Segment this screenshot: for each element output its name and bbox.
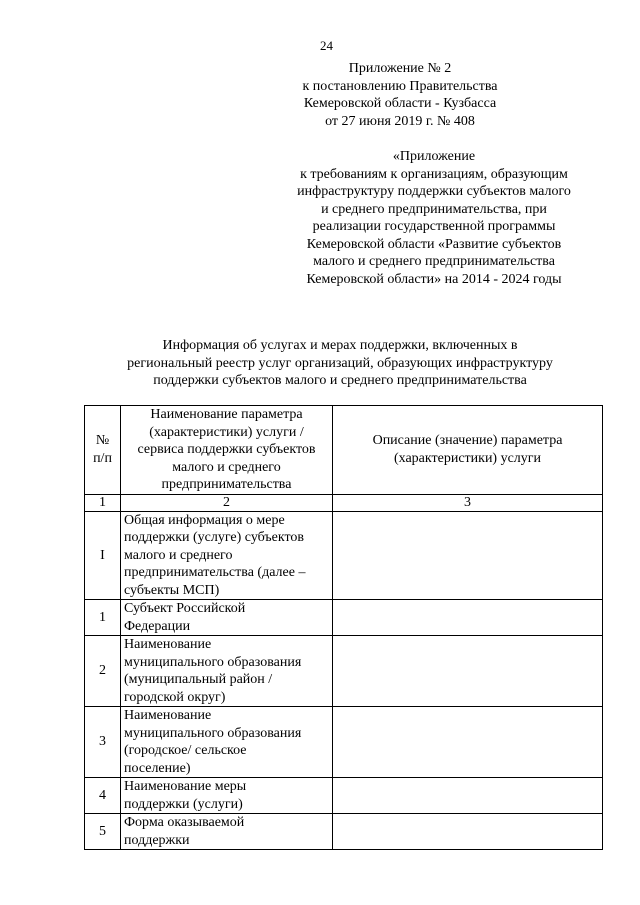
cell-text: предпринимательства (далее – (124, 565, 306, 580)
cell-text: (муниципальный район / (124, 672, 273, 687)
table-row (85, 778, 603, 814)
services-table (84, 405, 603, 850)
cell-text: поселение) (124, 760, 191, 776)
title-line: поддержки субъектов малого и среднего предпринимательства (153, 373, 527, 388)
cell-text: поддержки (услуге) субъектов (124, 530, 305, 545)
header-text: сервиса поддержки субъектов (137, 442, 316, 457)
appendix-sub-line: «Приложение (392, 149, 476, 164)
cell-text: малого и среднего (124, 547, 233, 563)
table-row (85, 511, 603, 600)
header-text: Наименование параметра (150, 407, 303, 422)
cell-text: Субъект Российской (124, 601, 246, 616)
cell-text: городской округ) (124, 689, 226, 705)
row-parameter-name (121, 707, 333, 778)
cell-text: Наименование (124, 708, 212, 723)
appendix-header-line: от 27 июня 2019 г. № 408 (325, 113, 475, 129)
cell-text: Общая информация о мере (124, 512, 285, 528)
row-value (333, 636, 603, 707)
cell-text: поддержки (124, 832, 190, 848)
header-number (85, 406, 121, 495)
row-value (333, 778, 603, 814)
row-number: 3 (85, 707, 121, 778)
row-parameter-name (121, 778, 333, 814)
header-text: п/п (93, 450, 112, 466)
appendix-header-line: к постановлению Правительства (302, 78, 498, 94)
cell-text: субъекты МСП) (124, 582, 220, 598)
appendix-sub-line: к требованиям к организациям, образующим (300, 166, 568, 182)
row-parameter-name (121, 600, 333, 636)
table-row (85, 636, 603, 707)
row-value (333, 600, 603, 636)
appendix-sub-line: инфраструктуру поддержки субъектов малого (297, 184, 571, 199)
appendix-sub-line: и среднего предпринимательства, при (321, 201, 547, 217)
row-number: I (85, 511, 121, 600)
row-number: 2 (85, 636, 121, 707)
cell-text: (городское/ сельское (124, 743, 247, 758)
header-text: (характеристики) услуги / (149, 424, 304, 440)
appendix-header-line: Кемеровской области - Кузбасса (303, 96, 497, 111)
table-index-row (85, 494, 603, 511)
index-cell: 3 (333, 494, 603, 511)
appendix-sub-line: малого и среднего предпринимательства (313, 254, 555, 269)
header-text: предпринимательства (161, 477, 292, 492)
appendix-sub-line: реализации государственной программы (312, 219, 556, 234)
header-text: Описание (значение) параметра (372, 433, 563, 449)
row-value (333, 707, 603, 778)
table-header-row (85, 406, 603, 495)
index-cell: 1 (85, 494, 121, 511)
row-value (333, 814, 603, 850)
appendix-sub-line: Кемеровской области «Развитие субъектов (306, 236, 562, 252)
row-parameter-name (121, 511, 333, 600)
cell-text: Наименование меры (124, 779, 247, 794)
table-row (85, 707, 603, 778)
cell-text: Наименование (124, 637, 212, 652)
document-title (100, 337, 580, 390)
row-parameter-name (121, 636, 333, 707)
row-number: 1 (85, 600, 121, 636)
title-line: Информация об услугах и мерах поддержки, включенных в (162, 338, 518, 353)
page-number: 24 (320, 38, 333, 53)
row-number: 5 (85, 814, 121, 850)
header-text: № (95, 433, 110, 449)
header-parameter-name (121, 406, 333, 495)
cell-text: Форма оказываемой (124, 815, 245, 830)
table-row (85, 600, 603, 636)
index-cell: 2 (121, 494, 333, 511)
header-parameter-description (333, 406, 603, 495)
row-number: 4 (85, 778, 121, 814)
row-parameter-name (121, 814, 333, 850)
appendix-subheader (278, 148, 590, 288)
appendix-header-line: Приложение № 2 (348, 61, 452, 76)
cell-text: Федерации (124, 618, 191, 634)
cell-text: муниципального образования (124, 725, 302, 741)
title-line: региональный реестр услуг организаций, образующих инфраструктуру (127, 355, 553, 371)
appendix-sub-line: Кемеровской области» на 2014 - 2024 годы (306, 271, 562, 287)
appendix-header (300, 60, 500, 130)
header-text: малого и среднего (172, 459, 281, 475)
row-value (333, 511, 603, 600)
table-row (85, 814, 603, 850)
cell-text: муниципального образования (124, 654, 302, 670)
cell-text: поддержки (услуги) (124, 796, 243, 812)
header-text: (характеристики) услуги (393, 450, 542, 466)
